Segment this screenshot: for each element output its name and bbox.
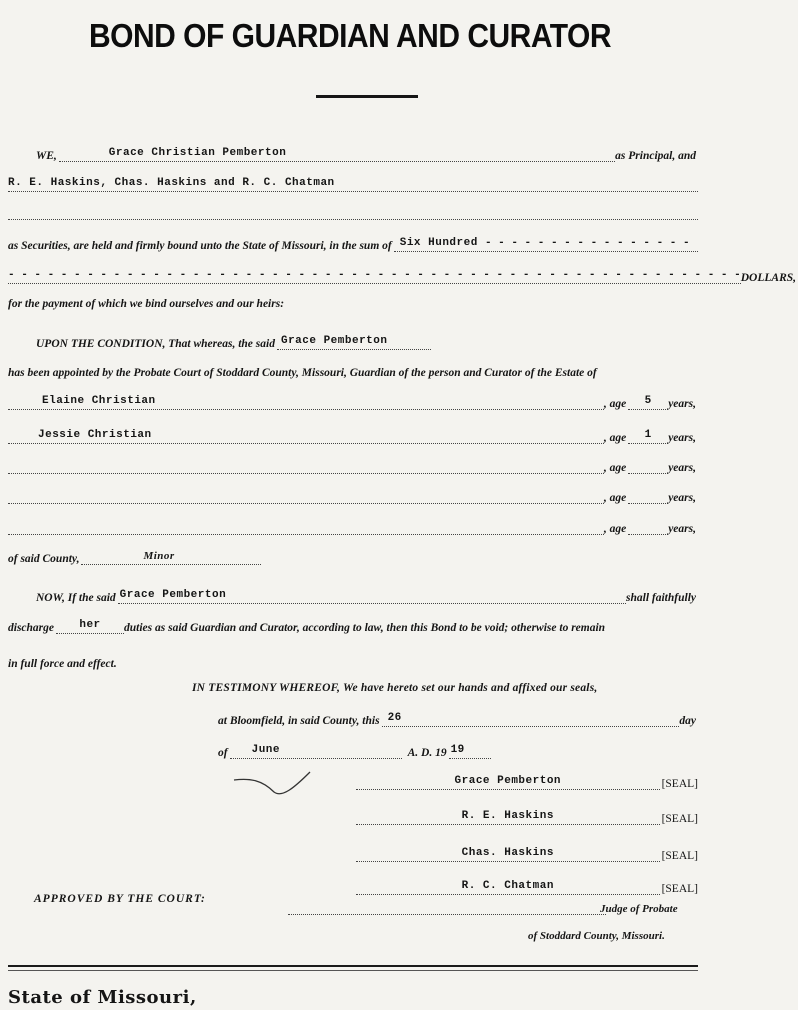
testimony-text: IN TESTIMONY WHEREOF, We have hereto set our hands and affixed our seals, xyxy=(192,682,598,694)
principal-name: Grace Christian Pemberton xyxy=(59,146,615,162)
county-minor-line xyxy=(8,543,698,565)
ward-row xyxy=(8,388,698,410)
date-line xyxy=(218,705,698,727)
sum-words-text: Six Hundred xyxy=(399,237,478,249)
signature-name: R. E. Haskins xyxy=(356,809,660,825)
day-value: 26 xyxy=(382,711,680,727)
age-label: , age xyxy=(603,492,627,504)
securities-label: as Securities, are held and firmly bound unto the State of Missouri, in the sum of xyxy=(8,240,392,252)
pen-scribble xyxy=(232,768,312,798)
judge-label: Judge of Probate xyxy=(600,903,678,915)
sum-dashes: - - - - - - - - - - - - - - - - xyxy=(484,237,690,249)
condition-prefix: UPON THE CONDITION, That whereas, the said xyxy=(36,338,275,350)
blank-line xyxy=(8,198,698,220)
age-label: , age xyxy=(603,462,627,474)
signature-row xyxy=(356,803,698,825)
document-title: BOND OF GUARDIAN AND CURATOR xyxy=(88,17,612,55)
ward-age xyxy=(628,458,668,474)
county-label: of said County, xyxy=(8,553,80,565)
ward-age: 5 xyxy=(628,394,668,410)
signature-row xyxy=(356,768,698,790)
seal-label: [SEAL] xyxy=(661,850,698,862)
seal-label: [SEAL] xyxy=(661,778,698,790)
principal-line xyxy=(8,140,698,162)
condition-line xyxy=(8,328,698,350)
appointed-line xyxy=(8,357,698,379)
ward-row xyxy=(8,482,698,504)
ward-age xyxy=(628,488,668,504)
payment-line xyxy=(8,288,698,310)
signature-row xyxy=(356,840,698,862)
guardian-name: Grace Pemberton xyxy=(277,334,431,350)
footer-rule xyxy=(8,965,698,967)
ward-name xyxy=(8,519,604,535)
pronoun: her xyxy=(56,618,124,634)
signature-name: Chas. Haskins xyxy=(356,846,660,862)
years-label: years, xyxy=(668,398,696,410)
discharge-label: discharge xyxy=(8,622,54,634)
approval-county: of Stoddard County, Missouri. xyxy=(528,930,665,942)
principal-suffix: as Principal, and xyxy=(615,150,696,162)
years-label: years, xyxy=(668,432,696,444)
approved-label: APPROVED BY THE COURT: xyxy=(34,893,206,905)
seal-label: [SEAL] xyxy=(661,813,698,825)
securities-names-line xyxy=(8,170,698,192)
signature-row xyxy=(356,873,698,895)
month-value: June xyxy=(230,743,402,759)
age-label: , age xyxy=(603,523,627,535)
minor-status: Minor xyxy=(81,549,261,565)
force-line xyxy=(8,648,698,670)
ward-row xyxy=(8,422,698,444)
obligation-name: Grace Pemberton xyxy=(118,588,626,604)
years-label: years, xyxy=(668,462,696,474)
testimony-line xyxy=(192,672,698,694)
dollars-line xyxy=(8,262,797,284)
payment-text: for the payment of which we bind ourselves and our heirs: xyxy=(8,298,285,310)
year-value: 19 xyxy=(449,743,491,759)
ward-age: 1 xyxy=(628,428,668,444)
ward-age xyxy=(628,519,668,535)
years-label: years, xyxy=(668,523,696,535)
ward-name: Jessie Christian xyxy=(8,428,604,444)
obligation-prefix: NOW, If the said xyxy=(36,592,116,604)
signature-name: R. C. Chatman xyxy=(356,879,660,895)
footer-rule-thin xyxy=(8,970,698,971)
years-label: years, xyxy=(668,492,696,504)
appointed-text: has been appointed by the Probate Court of Stoddard County, Missouri, Guardian of the person and Curator of the Estate of xyxy=(8,367,597,379)
sum-words xyxy=(394,236,698,252)
month-line xyxy=(218,737,518,759)
obligation-line xyxy=(8,582,698,604)
ward-name xyxy=(8,458,604,474)
ad-label: A. D. 19 xyxy=(407,747,447,759)
we-label: WE, xyxy=(36,150,57,162)
obligation-suffix: shall faithfully xyxy=(626,592,696,604)
ward-row xyxy=(8,452,698,474)
signature-name: Grace Pemberton xyxy=(356,774,660,790)
seal-label: [SEAL] xyxy=(661,883,698,895)
ward-row xyxy=(8,513,698,535)
judge-signature-line xyxy=(288,898,606,915)
securities-names: R. E. Haskins, Chas. Haskins and R. C. Chatman xyxy=(8,176,698,192)
age-label: , age xyxy=(603,398,627,410)
of-label: of xyxy=(218,747,228,759)
state-heading: State of Missouri, xyxy=(8,987,197,1008)
sum-line xyxy=(8,230,698,252)
title-underline xyxy=(316,95,418,98)
dollars-dashes: - - - - - - - - - - - - - - - - - - - - - - - - - - - - - - - - - - - - - - - - - - - - - - - - - - - - - - - - xyxy=(8,268,741,284)
ward-name xyxy=(8,488,604,504)
duties-text: duties as said Guardian and Curator, according to law, then this Bond to be void; otherwise to remain xyxy=(124,622,606,634)
day-label: day xyxy=(679,715,696,727)
ward-name: Elaine Christian xyxy=(8,394,604,410)
discharge-line xyxy=(8,612,698,634)
blank-fill xyxy=(8,204,698,220)
place-label: at Bloomfield, in said County, this xyxy=(218,715,380,727)
dollars-label: DOLLARS, xyxy=(740,272,797,284)
force-text: in full force and effect. xyxy=(8,658,117,670)
age-label: , age xyxy=(603,432,627,444)
